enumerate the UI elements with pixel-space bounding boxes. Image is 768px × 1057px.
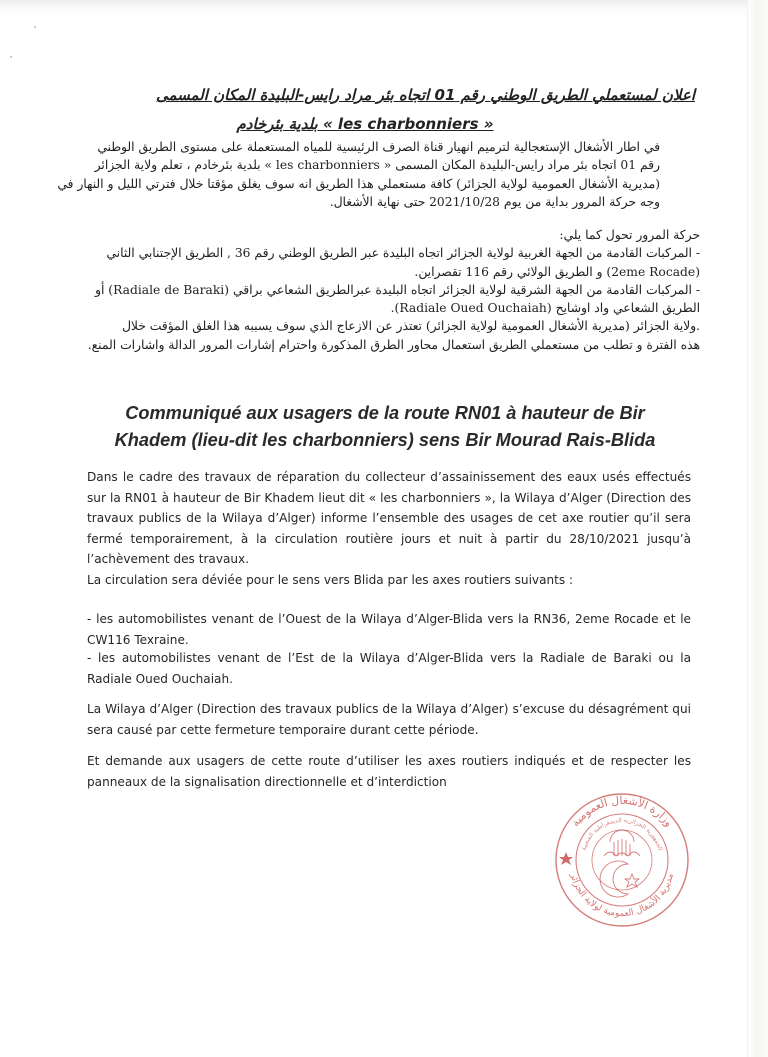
french-paragraph-3 bbox=[87, 609, 691, 650]
french-paragraph-5 bbox=[87, 699, 691, 740]
arabic-paragraph-1 bbox=[57, 138, 700, 211]
stamp-star-icon bbox=[559, 852, 573, 865]
arabic-line: - المركبات القادمة من الجهة الشرقية لولاية الجزائر اتجاه البليدة عبرالطريق الشعاعي براقي (Radiale de Baraki) أو bbox=[95, 282, 700, 297]
arabic-paragraph-2 bbox=[60, 226, 700, 354]
arabic-line: (2eme Rocade) و الطريق الولائي رقم 116 تقصراين. bbox=[414, 264, 700, 279]
french-paragraph-4 bbox=[87, 648, 691, 689]
arabic-line: هذه الفترة و تطلب من مستعملي الطريق استعمال محاور الطرق المذكورة واحترام إشارات المرور الدالة واشارات المنع. bbox=[87, 337, 700, 352]
arabic-title-line1: اعلان لمستعملي الطريق الوطني رقم 01 اتجاه بئر مراد رايس-البليدة المكان المسمى bbox=[155, 86, 695, 104]
arabic-title-line2: « les charbonniers » بلدية بئرخادم bbox=[236, 115, 494, 133]
scan-edge bbox=[747, 0, 768, 1057]
arabic-line: رقم 01 اتجاه بئر مراد رايس-البليدة المكان المسمى « les charbonniers » بلدية بئرخادم ، تعلم ولاية الجزائر bbox=[94, 158, 660, 173]
scan-speck bbox=[10, 56, 12, 58]
stamp-text-top: وزارة الأشغال العمومية bbox=[568, 793, 676, 830]
french-paragraph-6 bbox=[87, 751, 691, 792]
official-stamp bbox=[552, 790, 692, 930]
arabic-line: حركة المرور تحول كما يلي: bbox=[559, 228, 700, 242]
stamp-text-inner: الجمهورية الجزائرية الديمقراطية الشعبية bbox=[580, 816, 664, 852]
arabic-line: وجه حركة المرور بداية من يوم 2021/10/28 حتى نهاية الأشغال. bbox=[329, 194, 660, 209]
arabic-line: - المركبات القادمة من الجهة الغربية لولاية الجزائر اتجاه البليدة عبر الطريق الوطني رقم 36 , الطريق الإجتنابي الثاني bbox=[106, 246, 700, 261]
french-paragraph-text: Dans le cadre des travaux de réparation du collecteur d’assainissement des eaux usés effectués sur la RN01 à hauteur de Bir Khadem lieut dit « les charbonniers », la Wilaya d’Alger (Direction des travaux publics de la Wilaya d’Alger) informe l’ensemble des usages de cet axe routier qu’il sera fermé temporairement, à la circulation routière jours et nuit à partir du 28/10/2021 jusqu’à l’achèvement des travaux. bbox=[87, 470, 691, 567]
arabic-line: في اطار الأشغال الإستعجالية لترميم انهيار قناة الصرف الرئيسية للمياه المستعملة على مستوى الطريق الوطني bbox=[97, 140, 660, 154]
french-paragraph-1 bbox=[87, 467, 691, 570]
arabic-line: .ولاية الجزائر (مديرية الأشغال العمومية لولاية الجزائر) تعتذر عن الازعاج الذي سوف يسببه هذا الغلق المؤقت خلال bbox=[121, 319, 700, 334]
scan-speck bbox=[34, 26, 36, 28]
french-title: Communiqué aux usagers de la route RN01 à hauteur de Bir Khadem (lieu-dit les charbonniers) sens Bir Mourad Rais-Blida bbox=[114, 403, 656, 450]
french-paragraph-text: La Wilaya d’Alger (Direction des travaux publics de la Wilaya d’Alger) s’excuse du désagrément qui sera causé par cette fermeture temporaire durant cette période. bbox=[87, 702, 691, 737]
french-paragraph-text: - les automobilistes venant de l’Ouest de la Wilaya d’Alger-Blida vers la RN36, 2eme Rocade et le CW116 Texraine. bbox=[87, 612, 691, 647]
french-paragraph-text: Et demande aux usagers de cette route d’utiliser les axes routiers indiqués et de respecter les panneaux de la signalisation directionnelle et d’interdiction bbox=[87, 754, 691, 789]
arabic-line: (مديرية الأشغال العمومية لولاية الجزائر) كافة مستعملي هذا الطريق انه سوف يغلق مؤقتا خلال فترتي الليل و النهار في bbox=[57, 176, 660, 191]
stamp-text-bottom: مديرية الأشغال العمومية لولاية الجزائر bbox=[568, 872, 676, 920]
french-paragraph-2 bbox=[87, 570, 691, 591]
french-paragraph-text: - les automobilistes venant de l’Est de la Wilaya d’Alger-Blida vers la Radiale de Baraki ou la Radiale Oued Ouchaiah. bbox=[87, 651, 691, 686]
arabic-line: الطريق الشعاعي واد اوشايح (Radiale Oued Ouchaiah). bbox=[390, 301, 700, 316]
french-paragraph-text: La circulation sera déviée pour le sens vers Blida par les axes routiers suivants : bbox=[87, 573, 574, 587]
stamp-emblem-icon bbox=[600, 830, 640, 897]
